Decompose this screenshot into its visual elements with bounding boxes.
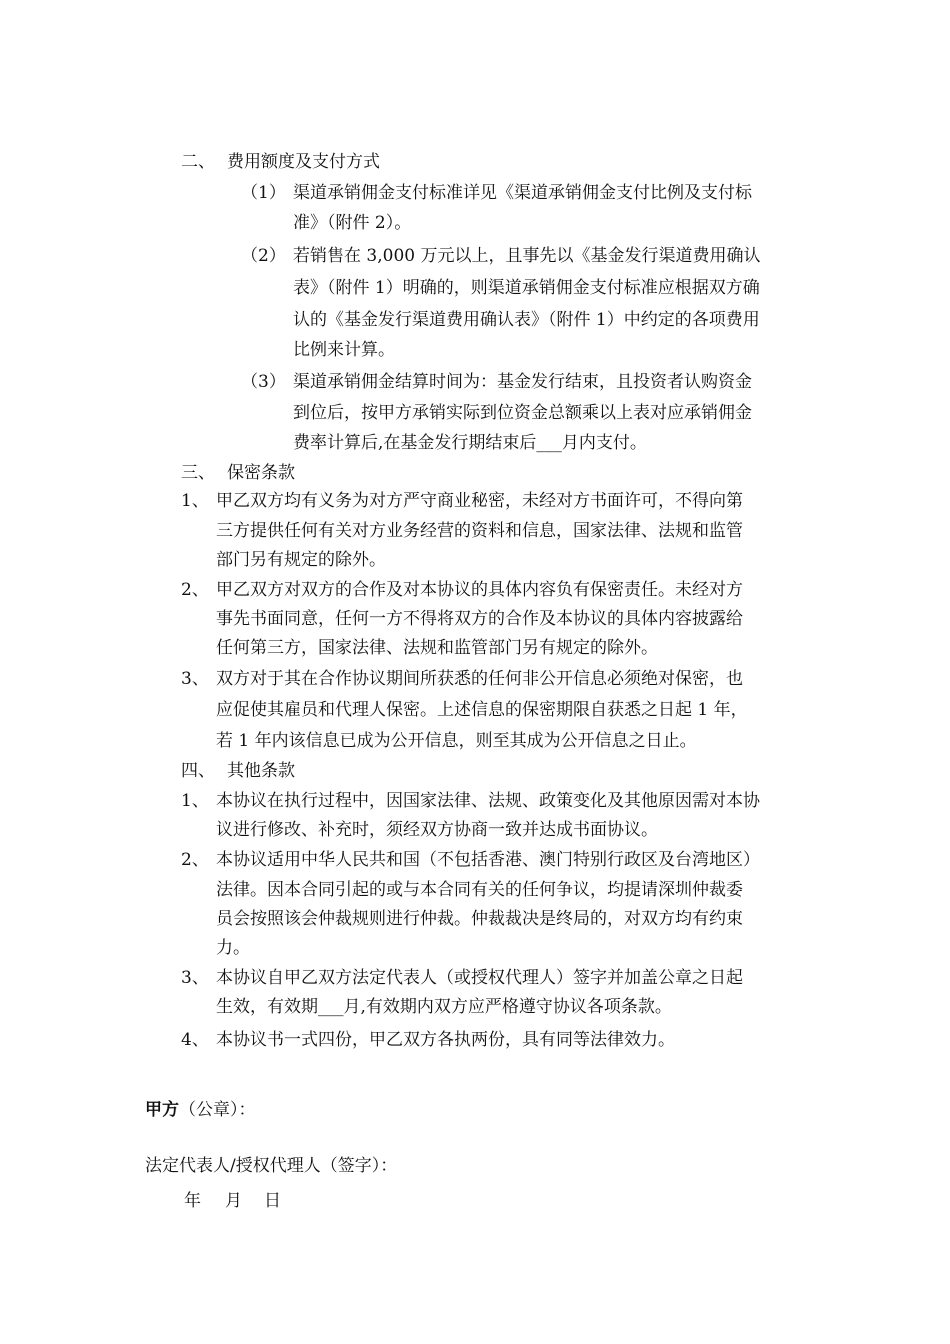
clause-3-3-line-1: 双方对于其在合作协议期间所获悉的任何非公开信息必须绝对保密，也	[216, 669, 743, 689]
clause-4-2-marker: 2、	[181, 850, 209, 870]
clause-2-3-line-2: 到位后，按甲方承销实际到位资金总额乘以上表对应承销佣金	[293, 403, 752, 423]
clause-2-1-line-2: 准》（附件 2）。	[293, 213, 412, 233]
clause-3-1-marker: 1、	[181, 491, 209, 511]
clause-3-3-marker: 3、	[181, 669, 209, 689]
clause-3-1-line-1: 甲乙双方均有义务为对方严守商业秘密，未经对方书面许可，不得向第	[216, 491, 743, 511]
date-month: 月	[225, 1191, 242, 1211]
clause-3-2-marker: 2、	[181, 580, 209, 600]
clause-4-2-line-2: 法律。因本合同引起的或与本合同有关的任何争议，均提请深圳仲裁委	[216, 880, 743, 900]
clause-2-2-line-1: 若销售在 3,000 万元以上，且事先以《基金发行渠道费用确认	[293, 246, 761, 266]
clause-2-2-line-4: 比例来计算。	[293, 340, 395, 360]
section-3-marker: 三、	[181, 463, 215, 483]
clause-4-1-line-2: 议进行修改、补充时，须经双方协商一致并达成书面协议。	[216, 820, 658, 840]
party-a-line	[145, 1099, 256, 1121]
clause-3-2-line-1: 甲乙双方对双方的合作及对本协议的具体内容负有保密责任。未经对方	[216, 580, 743, 600]
section-3-title: 保密条款	[227, 463, 295, 483]
clause-4-3-line-1: 本协议自甲乙双方法定代表人（或授权代理人）签字并加盖公章之日起	[216, 968, 743, 988]
clause-2-1-line-1: 渠道承销佣金支付标准详见《渠道承销佣金支付比例及支付标	[293, 183, 752, 203]
clause-2-3-line-1: 渠道承销佣金结算时间为：基金发行结束，且投资者认购资金	[293, 372, 752, 392]
clause-4-4-marker: 4、	[181, 1030, 209, 1050]
legal-representative-signature-line: 法定代表人/授权代理人（签字）：	[145, 1156, 398, 1176]
party-a-label: 甲方	[145, 1100, 179, 1120]
clause-2-3-marker: （3）	[241, 372, 286, 392]
clause-3-1-line-2: 三方提供任何有关对方业务经营的资料和信息，国家法律、法规和监管	[216, 521, 743, 541]
clause-3-2-line-2: 事先书面同意，任何一方不得将双方的合作及本协议的具体内容披露给	[216, 609, 743, 629]
signature-date	[184, 1190, 281, 1212]
section-2-marker: 二、	[181, 152, 215, 172]
date-day: 日	[264, 1191, 281, 1211]
clause-2-3-line-3: 费率计算后,在基金发行期结束后___月内支付。	[293, 433, 647, 453]
clause-2-2-marker: （2）	[241, 246, 286, 266]
clause-4-1-marker: 1、	[181, 791, 209, 811]
clause-3-2-line-3: 任何第三方，国家法律、法规和监管部门另有规定的除外。	[216, 638, 658, 658]
clause-4-3-marker: 3、	[181, 968, 209, 988]
clause-2-1-marker: （1）	[241, 183, 286, 203]
party-a-seal: （公章）：	[179, 1100, 256, 1120]
clause-4-1-line-1: 本协议在执行过程中，因国家法律、法规、政策变化及其他原因需对本协	[216, 791, 760, 811]
clause-3-3-line-3: 若 1 年内该信息已成为公开信息，则至其成为公开信息之日止。	[216, 731, 697, 751]
section-4-title: 其他条款	[227, 761, 295, 781]
clause-2-2-line-3: 认的《基金发行渠道费用确认表》（附件 1）中约定的各项费用	[293, 310, 760, 330]
clause-4-2-line-4: 力。	[216, 938, 250, 958]
clause-4-2-line-3: 员会按照该会仲裁规则进行仲裁。仲裁裁决是终局的，对双方均有约束	[216, 909, 743, 929]
clause-3-1-line-3: 部门另有规定的除外。	[216, 550, 386, 570]
clause-2-2-line-2: 表》（附件 1）明确的，则渠道承销佣金支付标准应根据双方确	[293, 278, 760, 298]
clause-4-4-line-1: 本协议书一式四份，甲乙双方各执两份，具有同等法律效力。	[216, 1030, 675, 1050]
section-4-marker: 四、	[181, 761, 215, 781]
clause-4-2-line-1: 本协议适用中华人民共和国（不包括香港、澳门特别行政区及台湾地区）	[216, 850, 760, 870]
date-year: 年	[184, 1191, 201, 1211]
section-2-title: 费用额度及支付方式	[227, 152, 380, 172]
clause-4-3-line-2: 生效，有效期___月,有效期内双方应严格遵守协议各项条款。	[216, 997, 672, 1017]
clause-3-3-line-2: 应促使其雇员和代理人保密。上述信息的保密期限自获悉之日起 1 年，	[216, 700, 748, 720]
